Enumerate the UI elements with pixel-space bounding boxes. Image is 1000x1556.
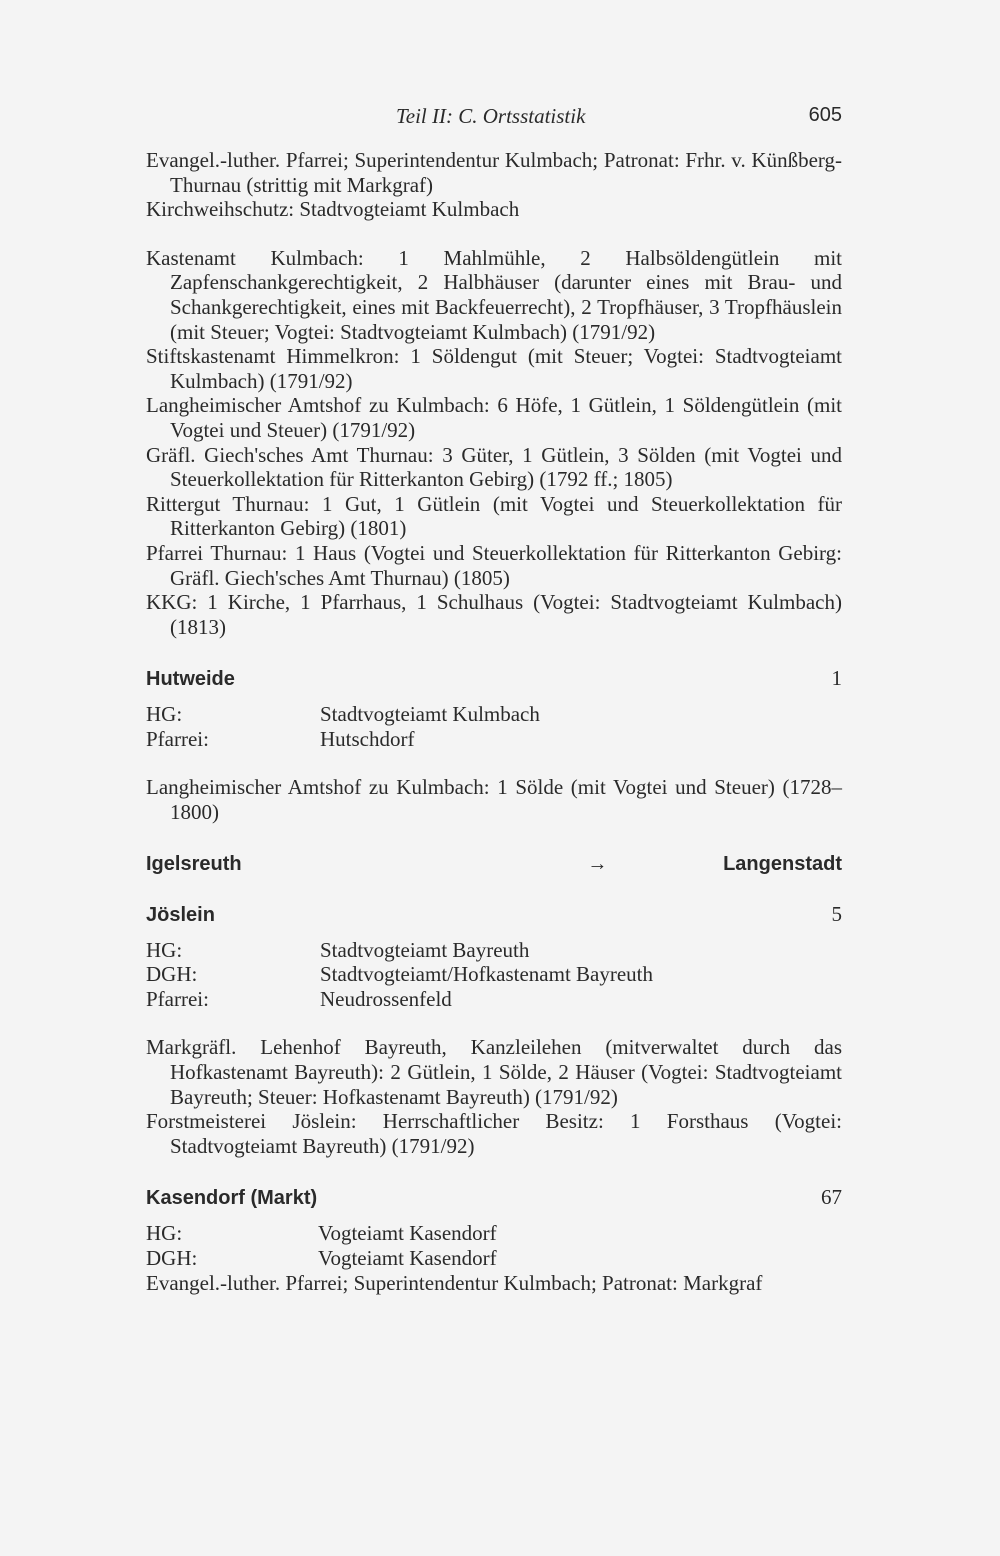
field-value: Vogteiamt Kasendorf (318, 1246, 497, 1270)
field-row (146, 987, 842, 1012)
spacer (146, 1211, 842, 1221)
holding-entry: Kastenamt Kulmbach: 1 Mahlmühle, 2 Halbsöldengütlein mit Zapfenschankgerechtigkeit, 2 Halbhäuser (darunter eines mit Brau- und Schankgerechtigkeit, eines mit Backfeuerrecht), 2 Tropfhäuser, 3 Tropfhäuslein (mit Steuer; Vogtei: Stadtvogteiamt Kulmbach) (1791/92) (146, 245, 842, 344)
place-count: 5 (831, 901, 842, 926)
field-row (146, 1246, 842, 1271)
field-value: Vogteiamt Kasendorf (318, 1221, 497, 1246)
place-name: Igelsreuth (146, 852, 242, 875)
intro-paragraph: Evangel.-luther. Pfarrei; Superintendentur Kulmbach; Patronat: Frhr. v. Künßberg-Thurnau (strittig mit Markgraf) (146, 148, 842, 197)
holding-entry: Langheimischer Amtshof zu Kulmbach: 6 Höfe, 1 Gütlein, 1 Söldengütlein (mit Vogtei und Steuer) (1791/92) (146, 393, 842, 442)
field-value: Stadtvogteiamt/Hofkastenamt Bayreuth (320, 962, 654, 987)
place-heading-kasendorf (146, 1184, 842, 1211)
page-content (146, 148, 842, 1295)
field-value: Neudrossenfeld (320, 986, 452, 1011)
place-heading-joeslein (146, 901, 842, 928)
holding-entry: Markgräfl. Lehenhof Bayreuth, Kanzleilehen (mitverwaltet durch das Hofkastenamt Bayreuth): 2 Gütlein, 1 Sölde, 2 Häuser (Vogtei: Stadtvogteiamt Bayreuth; Steuer: Hofkastenamt Bayreuth) (1791/92) (146, 1035, 842, 1109)
spacer (146, 751, 842, 775)
spacer (146, 877, 842, 901)
page-number: 605 (808, 104, 842, 126)
field-key: Pfarrei: (146, 986, 209, 1011)
spacer (146, 1158, 842, 1184)
field-key: HG: (146, 702, 183, 727)
spacer (146, 639, 842, 665)
spacer (146, 825, 842, 851)
spacer (146, 222, 842, 246)
spacer (146, 1011, 842, 1035)
spacer (146, 928, 842, 938)
holding-entry: KKG: 1 Kirche, 1 Pfarrhaus, 1 Schulhaus (Vogtei: Stadtvogteiamt Kulmbach) (1813) (146, 590, 842, 639)
parish-note: Evangel.-luther. Pfarrei; Superintendentur Kulmbach; Patronat: Markgraf (146, 1270, 763, 1295)
field-row (146, 962, 842, 987)
field-row (146, 727, 842, 752)
field-key: DGH: (146, 962, 198, 987)
place-heading-hutweide (146, 665, 842, 692)
holding-entry: Rittergut Thurnau: 1 Gut, 1 Gütlein (mit Vogtei und Steuerkollektation für Ritterkanton Gebirg) (1801) (146, 491, 842, 541)
field-row (146, 1221, 842, 1246)
field-key: HG: (146, 937, 183, 962)
spacer (146, 692, 842, 702)
field-key: HG: (146, 1221, 183, 1246)
field-row (146, 938, 842, 963)
place-name: Hutweide (146, 668, 235, 691)
field-row (146, 702, 842, 727)
arrow-right-icon: → (587, 852, 608, 875)
field-value: Hutschdorf (320, 726, 415, 751)
field-key: Pfarrei: (146, 726, 209, 751)
intro-paragraph: Kirchweihschutz: Stadtvogteiamt Kulmbach (146, 197, 520, 222)
header-title: Teil II: C. Ortsstatistik (396, 104, 586, 128)
holding-entry: Langheimischer Amtshof zu Kulmbach: 1 Sölde (mit Vogtei und Steuer) (1728–1800) (146, 775, 842, 825)
field-value: Stadtvogteiamt Bayreuth (320, 937, 530, 962)
holding-entry: Stiftskastenamt Himmelkron: 1 Söldengut (mit Steuer; Vogtei: Stadtvogteiamt Kulmbach) (1791/92) (146, 344, 842, 393)
cross-reference-target: Langenstadt (723, 852, 842, 875)
place-count: 67 (821, 1185, 842, 1210)
place-name: Jöslein (146, 903, 215, 926)
holding-entry: Pfarrei Thurnau: 1 Haus (Vogtei und Steuerkollektation für Ritterkanton Gebirg: Gräfl. Giech'sches Amt Thurnau) (1805) (146, 540, 842, 590)
running-header (146, 104, 842, 134)
place-heading-igelsreuth (146, 851, 842, 877)
place-name: Kasendorf (Markt) (146, 1187, 318, 1210)
field-value: Stadtvogteiamt Kulmbach (320, 702, 540, 727)
holding-entry: Gräfl. Giech'sches Amt Thurnau: 3 Güter, 1 Gütlein, 3 Sölden (mit Vogtei und Steuerkollektation für Ritterkanton Gebirg) (1792 ff.; 1805) (146, 442, 842, 492)
holding-entry: Forstmeisterei Jöslein: Herrschaftlicher Besitz: 1 Forsthaus (Vogtei: Stadtvogteiamt Bayreuth) (1791/92) (146, 1109, 842, 1158)
place-count: 1 (831, 666, 842, 691)
field-key: DGH: (146, 1246, 198, 1270)
